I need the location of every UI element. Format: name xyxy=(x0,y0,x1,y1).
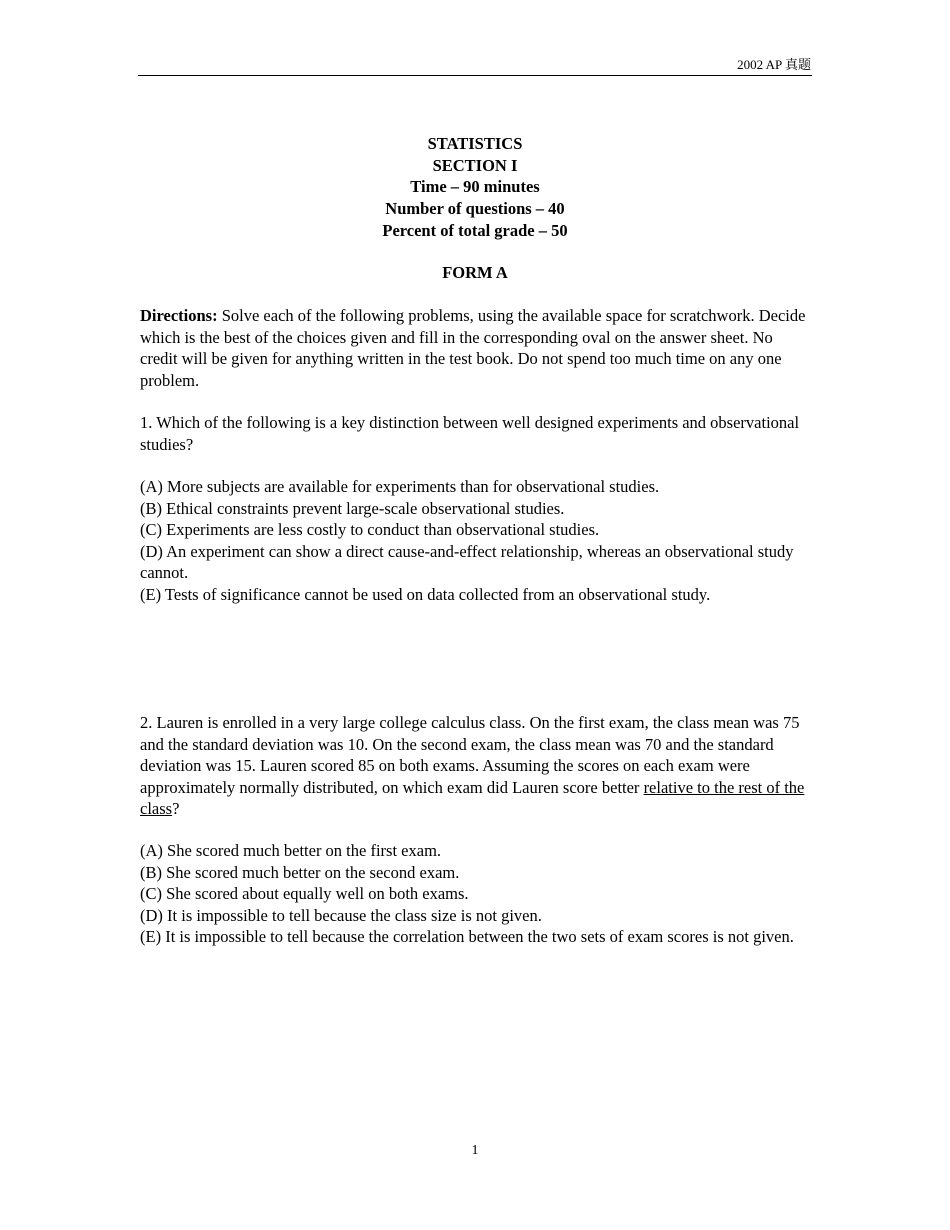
section-label: SECTION I xyxy=(432,155,518,175)
question-2-choice-e: (E) It is impossible to tell because the correlation between the two sets of exam scores is not given. xyxy=(140,927,794,946)
question-1-choice-a: (A) More subjects are available for experiments than for observational studies. xyxy=(140,477,660,496)
question-2-choice-c: (C) She scored about equally well on both exams. xyxy=(140,884,469,903)
header-rule xyxy=(138,75,812,76)
grade-percent: Percent of total grade – 50 xyxy=(382,220,568,240)
question-2-stem xyxy=(140,712,810,820)
page-number: 1 xyxy=(471,1143,479,1158)
question-1-choice-e: (E) Tests of significance cannot be used on data collected from an observational study. xyxy=(140,584,711,604)
question-2-text-after: ? xyxy=(172,799,180,818)
directions-text: Solve each of the following problems, using the available space for scratchwork. Decide which is the best of the choices given and fill in the corresponding oval on the answer sheet. No credit will be given for anything written in the test book. Do not spend too much time on any one problem. xyxy=(140,306,806,390)
question-count: Number of questions – 40 xyxy=(385,199,565,219)
section-title-block xyxy=(138,133,812,242)
question-1-text: 1. Which of the following is a key distinction between well designed experiments and observational studies? xyxy=(140,413,800,454)
directions-label: Directions: xyxy=(140,306,218,325)
question-1-choice-c: (C) Experiments are less costly to conduct than observational studies. xyxy=(140,520,600,539)
question-1-choice-d: (D) An experiment can show a direct cause-and-effect relationship, whereas an observational study cannot. xyxy=(140,541,794,582)
question-1-choice-b: (B) Ethical constraints prevent large-scale observational studies. xyxy=(140,498,565,518)
question-1-choices xyxy=(140,476,810,605)
question-2-text xyxy=(140,712,810,820)
question-2-choice-d: (D) It is impossible to tell because the class size is not given. xyxy=(140,905,542,925)
question-2-choice-a: (A) She scored much better on the first exam. xyxy=(140,841,442,860)
time-limit: Time – 90 minutes xyxy=(410,177,540,197)
form-label: FORM A xyxy=(442,263,508,282)
question-1-stem xyxy=(140,412,810,455)
question-2-choices xyxy=(140,840,810,948)
question-2-underlined-phrase: relative to the rest of the class xyxy=(140,777,805,818)
header-label: 2002 AP 真题 xyxy=(737,57,811,72)
question-2-text-before: 2. Lauren is enrolled in a very large college calculus class. On the first exam, the class mean was 75 and the standard deviation was 10. On the second exam, the class mean was 70 and the standard deviation was 15. Lauren scored 85 on both exams. Assuming the scores on each exam were approximately normally distributed, on which exam did Lauren score better xyxy=(140,713,800,797)
directions xyxy=(140,305,810,391)
question-2-choice-b: (B) She scored much better on the second exam. xyxy=(140,862,460,882)
subject-title: STATISTICS xyxy=(427,134,523,153)
